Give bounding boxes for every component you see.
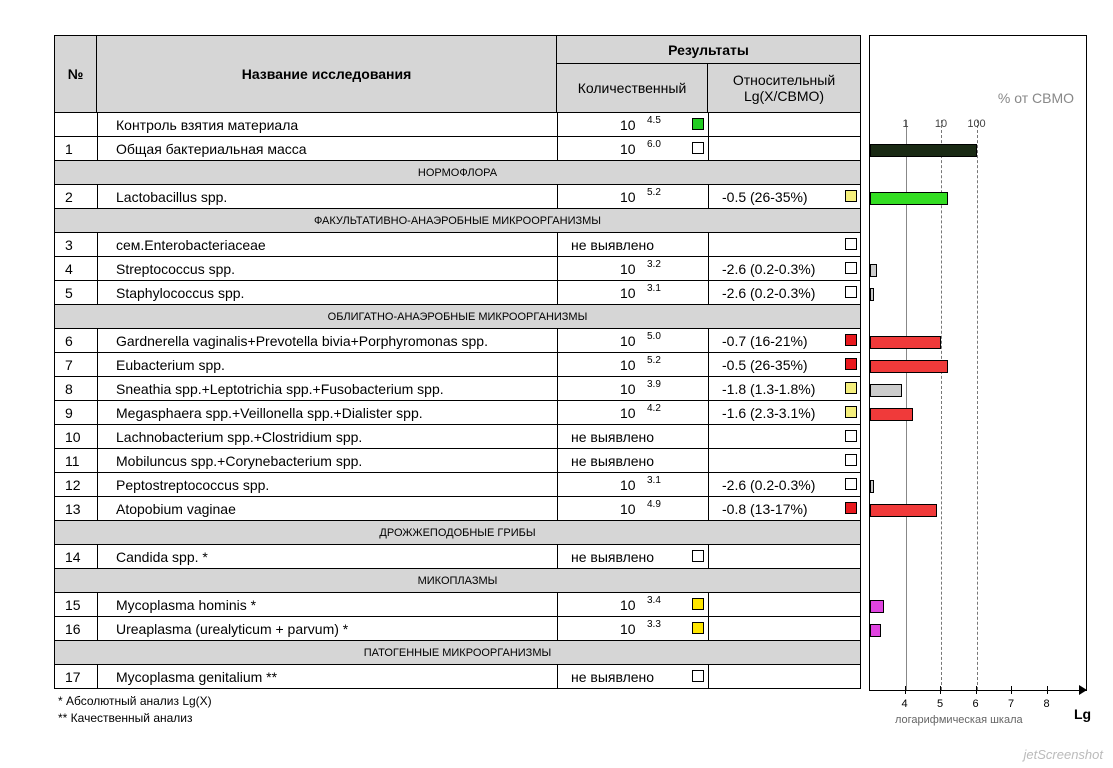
note-absolute: * Абсолютный анализ Lg(X): [58, 694, 212, 708]
relative-value: -2.6 (0.2-0.3%): [722, 284, 816, 301]
quant-exponent: 5.0: [647, 331, 661, 342]
row-number: 7: [65, 356, 73, 373]
quant-exponent: 4.9: [647, 499, 661, 510]
table-row: [54, 401, 861, 425]
top-tick-label: 1: [902, 118, 909, 130]
quant-cell: [557, 425, 708, 448]
relative-value: -0.5 (26-35%): [722, 356, 808, 373]
chart-bar: [870, 408, 913, 421]
relative-cell: [708, 233, 860, 256]
relative-cell: [708, 425, 860, 448]
not-detected: не выявлено: [571, 668, 655, 685]
quant-base: 10: [620, 404, 636, 421]
section-title: ОБЛИГАТНО-АНАЭРОБНЫЕ МИКРООРГАНИЗМЫ: [55, 305, 860, 328]
relative-cell: [708, 281, 860, 304]
relative-cell: [708, 497, 860, 520]
table-row: [54, 185, 861, 209]
relative-value: -0.7 (16-21%): [722, 332, 808, 349]
row-number: 6: [65, 332, 73, 349]
relative-cell: [708, 329, 860, 352]
chart-bar: [870, 360, 948, 373]
relative-cell: [708, 401, 860, 424]
not-detected: не выявлено: [571, 428, 655, 445]
relative-value: -1.6 (2.3-3.1%): [722, 404, 816, 421]
chart-bar: [870, 504, 937, 517]
quant-cell: [557, 545, 708, 568]
test-name: Lactobacillus spp.: [97, 185, 557, 208]
relative-cell: [708, 593, 860, 616]
quant-indicator-icon: [692, 598, 704, 610]
relative-indicator-icon: [845, 334, 857, 346]
header-quant: Количественный: [556, 63, 708, 113]
table-row: [54, 449, 861, 473]
test-name: Staphylococcus spp.: [97, 281, 557, 304]
table-row: [54, 617, 861, 641]
relative-indicator-icon: [845, 238, 857, 250]
row-number: 4: [65, 260, 73, 277]
quant-base: 10: [620, 116, 636, 133]
test-name: Lachnobacterium spp.+Clostridium spp.: [97, 425, 557, 448]
not-detected: не выявлено: [571, 548, 655, 565]
quant-exponent: 3.1: [647, 283, 661, 294]
table-row: [54, 257, 861, 281]
test-name: Ureaplasma (urealyticum + parvum) *: [97, 617, 557, 640]
relative-value: -1.8 (1.3-1.8%): [722, 380, 816, 397]
chart-bar: [870, 264, 877, 277]
row-number: 9: [65, 404, 73, 421]
table-row: [54, 545, 861, 569]
section-title: МИКОПЛАЗМЫ: [55, 569, 860, 592]
quant-exponent: 3.2: [647, 259, 661, 270]
test-name: Gardnerella vaginalis+Prevotella bivia+Porphyromonas spp.: [97, 329, 557, 352]
quant-cell: [557, 281, 708, 304]
relative-cell: [708, 257, 860, 280]
quant-cell: [557, 617, 708, 640]
quant-base: 10: [620, 284, 636, 301]
test-name: Общая бактериальная масса: [97, 137, 557, 160]
row-number: 8: [65, 380, 73, 397]
quant-indicator-icon: [692, 142, 704, 154]
test-name: сем.Enterobacteriaceae: [97, 233, 557, 256]
row-number: [55, 113, 97, 136]
quant-base: 10: [620, 596, 636, 613]
row-number: 1: [65, 140, 73, 157]
chart-bar: [870, 600, 884, 613]
gridline: [977, 120, 978, 690]
table-row: [54, 281, 861, 305]
x-axis-line: [869, 690, 1087, 691]
relative-indicator-icon: [845, 430, 857, 442]
row-number: 17: [65, 668, 81, 685]
quant-cell: [557, 137, 708, 160]
test-name: Mycoplasma hominis *: [97, 593, 557, 616]
chart-bar: [870, 336, 941, 349]
relative-cell: [708, 473, 860, 496]
test-name: Sneathia spp.+Leptotrichia spp.+Fusobacterium spp.: [97, 377, 557, 400]
section-title: ПАТОГЕННЫЕ МИКРООРГАНИЗМЫ: [55, 641, 860, 664]
test-name: Atopobium vaginae: [97, 497, 557, 520]
table-row: [54, 665, 861, 689]
relative-value: -0.5 (26-35%): [722, 188, 808, 205]
table-row: [54, 497, 861, 521]
relative-indicator-icon: [845, 358, 857, 370]
quant-cell: [557, 353, 708, 376]
chart-bar: [870, 288, 874, 301]
section-header: [54, 305, 861, 329]
section-header: [54, 641, 861, 665]
quant-exponent: 5.2: [647, 187, 661, 198]
row-number: 5: [65, 284, 73, 301]
relative-cell: [708, 665, 860, 688]
section-header: [54, 521, 861, 545]
quant-indicator-icon: [692, 622, 704, 634]
row-number: 16: [65, 620, 81, 637]
quant-cell: [557, 185, 708, 208]
relative-cell: [708, 377, 860, 400]
x-tick-label: 5: [936, 698, 944, 710]
row-number: 13: [65, 500, 81, 517]
relative-value: -2.6 (0.2-0.3%): [722, 476, 816, 493]
gridline: [906, 120, 907, 690]
chart-bar: [870, 624, 881, 637]
header-rel: Относительный Lg(X/СВМО): [707, 63, 861, 113]
section-header: [54, 569, 861, 593]
quant-base: 10: [620, 332, 636, 349]
chart-bar: [870, 144, 977, 157]
relative-indicator-icon: [845, 190, 857, 202]
chart-bar: [870, 384, 902, 397]
row-number: 15: [65, 596, 81, 613]
test-name: Megasphaera spp.+Veillonella spp.+Dialister spp.: [97, 401, 557, 424]
row-number: 3: [65, 236, 73, 253]
header-results: Результаты: [556, 35, 861, 64]
x-tick: [976, 686, 977, 694]
not-detected: не выявлено: [571, 452, 655, 469]
relative-indicator-icon: [845, 286, 857, 298]
quant-base: 10: [620, 620, 636, 637]
relative-cell: [708, 185, 860, 208]
quant-cell: [557, 593, 708, 616]
quant-exponent: 4.2: [647, 403, 661, 414]
table-row: [54, 233, 861, 257]
log-scale-chart: [869, 35, 1087, 691]
relative-cell: [708, 545, 860, 568]
quant-base: 10: [620, 188, 636, 205]
test-name: Candida spp. *: [97, 545, 557, 568]
test-name: Mycoplasma genitalium **: [97, 665, 557, 688]
x-tick-label: 4: [901, 698, 908, 710]
section-title: ДРОЖЖЕПОДОБНЫЕ ГРИБЫ: [55, 521, 860, 544]
axis-unit: Lg: [1074, 706, 1092, 722]
quant-base: 10: [620, 356, 636, 373]
test-name: Mobiluncus spp.+Corynebacterium spp.: [97, 449, 557, 472]
table-row: [54, 593, 861, 617]
quant-base: 10: [620, 380, 636, 397]
table-row: [54, 473, 861, 497]
table-row: [54, 137, 861, 161]
test-name: Eubacterium spp.: [97, 353, 557, 376]
quant-exponent: 3.4: [647, 595, 661, 606]
header-name: Название исследования: [96, 35, 557, 113]
test-name: Peptostreptococcus spp.: [97, 473, 557, 496]
quant-cell: [557, 449, 708, 472]
row-number: 2: [65, 188, 73, 205]
relative-cell: [708, 113, 860, 136]
quant-exponent: 6.0: [647, 139, 661, 150]
quant-indicator-icon: [692, 118, 704, 130]
quant-cell: [557, 113, 708, 136]
quant-cell: [557, 401, 708, 424]
axis-arrow-icon: [1079, 685, 1087, 695]
quant-exponent: 5.2: [647, 355, 661, 366]
relative-cell: [708, 137, 860, 160]
relative-cell: [708, 449, 860, 472]
quant-exponent: 4.5: [647, 115, 661, 126]
quant-exponent: 3.3: [647, 619, 661, 630]
table-row: [54, 377, 861, 401]
quant-cell: [557, 497, 708, 520]
quant-cell: [557, 329, 708, 352]
quant-base: 10: [620, 260, 636, 277]
relative-indicator-icon: [845, 502, 857, 514]
quant-cell: [557, 473, 708, 496]
relative-value: -2.6 (0.2-0.3%): [722, 260, 816, 277]
note-qualitative: ** Качественный анализ: [58, 711, 193, 725]
chart-bar: [870, 480, 874, 493]
table-row: [54, 425, 861, 449]
x-tick: [905, 686, 906, 694]
section-header: [54, 209, 861, 233]
relative-indicator-icon: [845, 454, 857, 466]
chart-bar: [870, 192, 948, 205]
chart-title: % от СВМО: [997, 90, 1074, 106]
section-header: [54, 161, 861, 185]
quant-base: 10: [620, 500, 636, 517]
quant-indicator-icon: [692, 670, 704, 682]
relative-indicator-icon: [845, 406, 857, 418]
row-number: 11: [65, 452, 80, 469]
quant-base: 10: [620, 476, 636, 493]
relative-value: -0.8 (13-17%): [722, 500, 808, 517]
row-number: 12: [65, 476, 81, 493]
x-tick: [1011, 686, 1012, 694]
x-axis-label: логарифмическая шкала: [895, 714, 1023, 726]
not-detected: не выявлено: [571, 236, 655, 253]
x-tick-label: 6: [972, 698, 979, 710]
quant-base: 10: [620, 140, 636, 157]
relative-cell: [708, 617, 860, 640]
quant-indicator-icon: [692, 550, 704, 562]
quant-exponent: 3.9: [647, 379, 661, 390]
top-tick-label: 100: [967, 118, 986, 130]
quant-cell: [557, 233, 708, 256]
quant-cell: [557, 257, 708, 280]
section-title: ФАКУЛЬТАТИВНО-АНАЭРОБНЫЕ МИКРООРГАНИЗМЫ: [55, 209, 860, 232]
relative-indicator-icon: [845, 478, 857, 490]
table-row: [54, 329, 861, 353]
relative-cell: [708, 353, 860, 376]
relative-indicator-icon: [845, 382, 857, 394]
test-name: Streptococcus spp.: [97, 257, 557, 280]
quant-cell: [557, 665, 708, 688]
quant-exponent: 3.1: [647, 475, 661, 486]
top-tick-label: 10: [934, 118, 948, 130]
gridline: [941, 120, 942, 690]
row-number: 14: [65, 548, 81, 565]
quant-cell: [557, 377, 708, 400]
relative-indicator-icon: [845, 262, 857, 274]
table-row: [54, 113, 861, 137]
x-tick: [1047, 686, 1048, 694]
header-num: №: [54, 35, 97, 113]
x-tick-label: 8: [1043, 698, 1050, 710]
section-title: НОРМОФЛОРА: [55, 161, 860, 184]
table-row: [54, 353, 861, 377]
x-tick: [940, 686, 941, 694]
watermark: jetScreenshot: [1023, 747, 1103, 762]
x-tick-label: 7: [1007, 698, 1015, 710]
test-name: Контроль взятия материала: [97, 113, 557, 136]
row-number: 10: [65, 428, 81, 445]
